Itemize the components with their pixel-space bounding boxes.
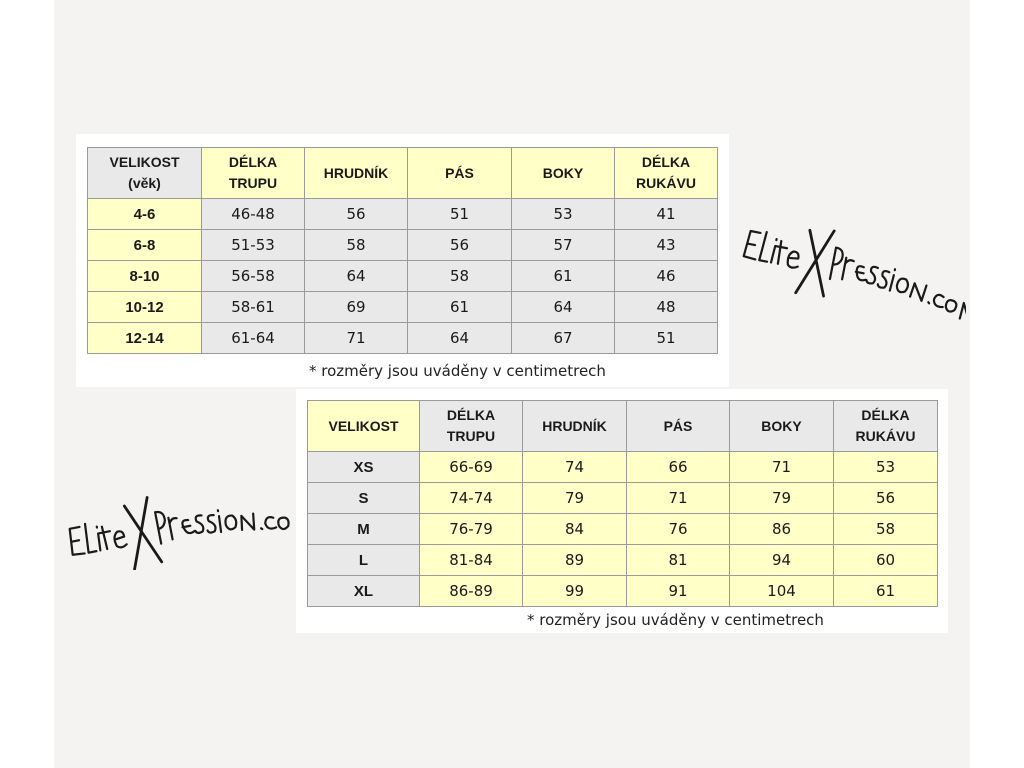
table-cell: 76 — [627, 514, 730, 545]
header-size-age: VELIKOST (věk) — [88, 148, 202, 199]
size-label: L — [308, 545, 420, 576]
table-cell: 56 — [834, 483, 938, 514]
header-sleeve-length: DÉLKA RUKÁVU — [834, 401, 938, 452]
table-cell: 46 — [615, 261, 718, 292]
table-row — [308, 483, 938, 514]
table-row — [88, 323, 718, 354]
table-cell: 74-74 — [420, 483, 523, 514]
table-cell: 51-53 — [202, 230, 305, 261]
header-waist: PÁS — [408, 148, 512, 199]
header-chest: HRUDNÍK — [305, 148, 408, 199]
table-cell: 51 — [615, 323, 718, 354]
header-chest: HRUDNÍK — [523, 401, 627, 452]
kids-size-table — [87, 147, 718, 354]
table-cell: 71 — [730, 452, 834, 483]
kids-table-note: * rozměry jsou uváděny v centimetrech — [309, 362, 606, 380]
table-cell: 81 — [627, 545, 730, 576]
table-cell: 86-89 — [420, 576, 523, 607]
table-cell: 58 — [408, 261, 512, 292]
size-label: 10-12 — [88, 292, 202, 323]
table-cell: 46-48 — [202, 199, 305, 230]
table-cell: 71 — [627, 483, 730, 514]
table-cell: 58 — [305, 230, 408, 261]
table-cell: 74 — [523, 452, 627, 483]
table-cell: 48 — [615, 292, 718, 323]
table-cell: 64 — [305, 261, 408, 292]
table-cell: 69 — [305, 292, 408, 323]
table-row — [308, 576, 938, 607]
table-row — [308, 545, 938, 576]
table-cell: 94 — [730, 545, 834, 576]
header-size: VELIKOST — [308, 401, 420, 452]
size-label: 8-10 — [88, 261, 202, 292]
table-cell: 81-84 — [420, 545, 523, 576]
header-torso-length: DÉLKA TRUPU — [202, 148, 305, 199]
table-cell: 56-58 — [202, 261, 305, 292]
table-cell: 61 — [834, 576, 938, 607]
table-cell: 79 — [730, 483, 834, 514]
table-cell: 67 — [512, 323, 615, 354]
table-cell: 76-79 — [420, 514, 523, 545]
table-cell: 41 — [615, 199, 718, 230]
header-sleeve-length: DÉLKA RUKÁVU — [615, 148, 718, 199]
table-row — [88, 292, 718, 323]
size-label: XS — [308, 452, 420, 483]
header-hips: BOKY — [512, 148, 615, 199]
table-cell: 56 — [305, 199, 408, 230]
table-cell: 51 — [408, 199, 512, 230]
table-cell: 91 — [627, 576, 730, 607]
header-torso-length: DÉLKA TRUPU — [420, 401, 523, 452]
elitexpression-logo — [62, 470, 294, 570]
table-cell: 66-69 — [420, 452, 523, 483]
table-cell: 58 — [834, 514, 938, 545]
table-row — [308, 514, 938, 545]
table-cell: 43 — [615, 230, 718, 261]
table-cell: 84 — [523, 514, 627, 545]
table-cell: 61-64 — [202, 323, 305, 354]
header-hips: BOKY — [730, 401, 834, 452]
table-cell: 61 — [408, 292, 512, 323]
table-cell: 64 — [408, 323, 512, 354]
table-cell: 56 — [408, 230, 512, 261]
size-label: XL — [308, 576, 420, 607]
table-cell: 61 — [512, 261, 615, 292]
table-row — [88, 199, 718, 230]
size-label: 4-6 — [88, 199, 202, 230]
table-cell: 60 — [834, 545, 938, 576]
table-row — [88, 230, 718, 261]
table-cell: 89 — [523, 545, 627, 576]
table-cell: 79 — [523, 483, 627, 514]
adult-table-note: * rozměry jsou uváděny v centimetrech — [527, 611, 824, 629]
size-label: S — [308, 483, 420, 514]
table-cell: 71 — [305, 323, 408, 354]
table-cell: 66 — [627, 452, 730, 483]
table-cell: 53 — [512, 199, 615, 230]
elitexpression-logo — [736, 220, 966, 330]
table-cell: 57 — [512, 230, 615, 261]
header-waist: PÁS — [627, 401, 730, 452]
table-cell: 99 — [523, 576, 627, 607]
table-cell: 64 — [512, 292, 615, 323]
table-row — [308, 452, 938, 483]
table-cell: 104 — [730, 576, 834, 607]
size-label: M — [308, 514, 420, 545]
size-label: 12-14 — [88, 323, 202, 354]
table-cell: 53 — [834, 452, 938, 483]
table-cell: 86 — [730, 514, 834, 545]
adult-size-table — [307, 400, 938, 607]
table-row — [88, 261, 718, 292]
table-cell: 58-61 — [202, 292, 305, 323]
size-label: 6-8 — [88, 230, 202, 261]
